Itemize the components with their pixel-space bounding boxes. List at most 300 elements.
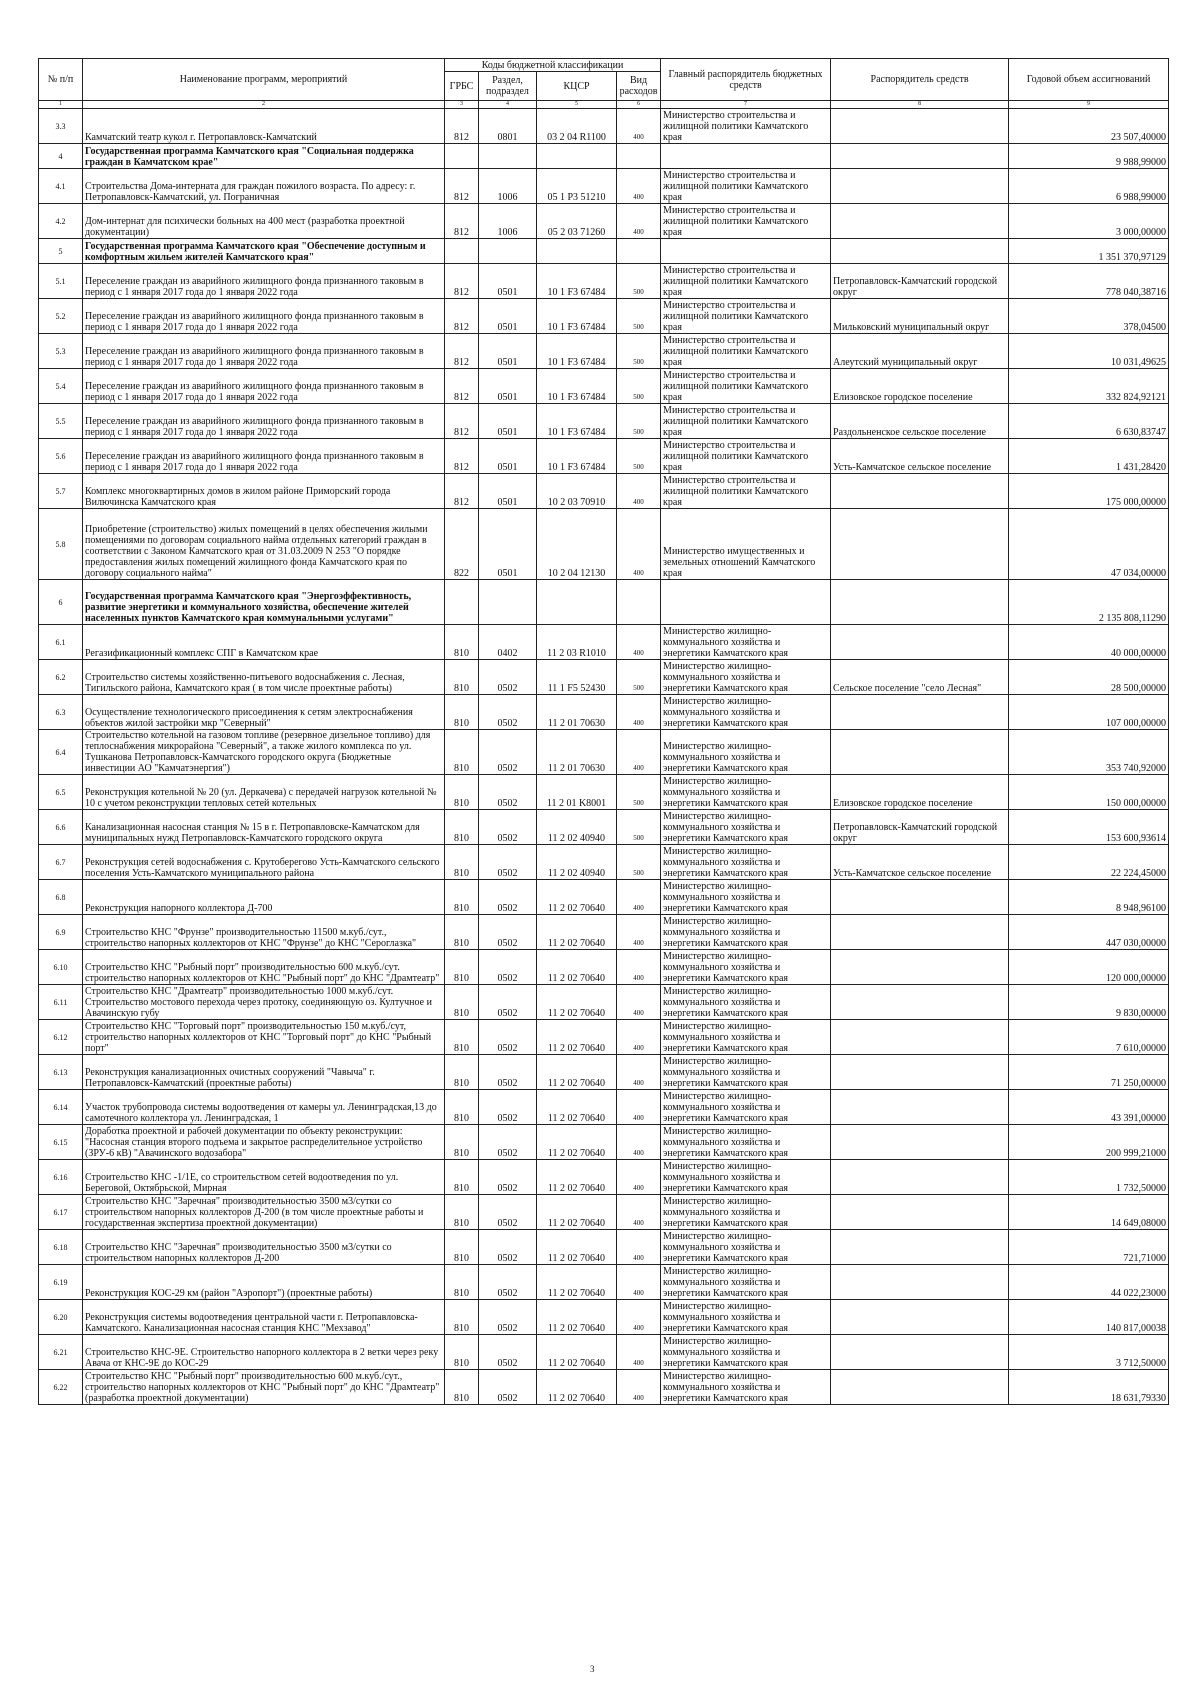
row-number: 6.12 bbox=[39, 1020, 83, 1055]
row-number: 5.8 bbox=[39, 509, 83, 580]
header-main-manager: Главный распорядитель бюджетных средств bbox=[661, 59, 831, 101]
row-razdel: 0502 bbox=[479, 1300, 537, 1335]
row-number: 5.5 bbox=[39, 404, 83, 439]
row-recipient bbox=[831, 1300, 1009, 1335]
row-kcsr: 11 2 02 70640 bbox=[537, 1230, 617, 1265]
row-name: Строительство КНС "Заречная" производительностью 3500 м3/сутки со строительством напорных коллекторов Д-200 bbox=[83, 1230, 445, 1265]
row-name: Переселение граждан из аварийного жилищного фонда признанного таковым в период с 1 января 2017 года до 1 января 2022 года bbox=[83, 264, 445, 299]
row-grbs: 810 bbox=[445, 1265, 479, 1300]
row-grbs: 810 bbox=[445, 730, 479, 775]
table-row bbox=[39, 880, 1169, 915]
header-name: Наименование программ, мероприятий bbox=[83, 59, 445, 101]
table-row bbox=[39, 1125, 1169, 1160]
row-name: Реконструкция сетей водоснабжения с. Крутоберегово Усть-Камчатского сельского поселения Усть-Камчатского муниципального района bbox=[83, 845, 445, 880]
row-vid: 400 bbox=[617, 1230, 661, 1265]
row-recipient bbox=[831, 239, 1009, 264]
table-row bbox=[39, 1020, 1169, 1055]
row-recipient bbox=[831, 1230, 1009, 1265]
row-main-manager: Министерство строительства и жилищной политики Камчатского края bbox=[661, 264, 831, 299]
row-number: 4.1 bbox=[39, 169, 83, 204]
row-name: Строительство КНС "Рыбный порт" производительностью 600 м.куб./сут., строительство напорных коллекторов от КНС "Рыбный порт" до КНС "Драмтеатр" (разработка проектной документации) bbox=[83, 1370, 445, 1405]
header-recipient: Распорядитель средств bbox=[831, 59, 1009, 101]
row-grbs: 810 bbox=[445, 1335, 479, 1370]
row-grbs: 810 bbox=[445, 1300, 479, 1335]
row-amount: 150 000,00000 bbox=[1009, 775, 1169, 810]
row-grbs: 810 bbox=[445, 985, 479, 1020]
budget-table bbox=[38, 58, 1169, 1405]
row-amount: 778 040,38716 bbox=[1009, 264, 1169, 299]
row-recipient bbox=[831, 1020, 1009, 1055]
row-razdel: 0501 bbox=[479, 439, 537, 474]
row-grbs: 810 bbox=[445, 915, 479, 950]
row-name: Камчатский театр кукол г. Петропавловск-Камчатский bbox=[83, 109, 445, 144]
row-recipient bbox=[831, 580, 1009, 625]
row-main-manager: Министерство строительства и жилищной политики Камчатского края bbox=[661, 369, 831, 404]
row-amount: 18 631,79330 bbox=[1009, 1370, 1169, 1405]
row-amount: 721,71000 bbox=[1009, 1230, 1169, 1265]
row-name: Доработка проектной и рабочей документации по объекту реконструкции: "Насосная станция второго подъема и закрытое распределительное устройство (ЗРУ-6 кВ) "Авачинского водозабора" bbox=[83, 1125, 445, 1160]
row-kcsr: 10 1 F3 67484 bbox=[537, 404, 617, 439]
row-amount: 14 649,08000 bbox=[1009, 1195, 1169, 1230]
row-number: 4 bbox=[39, 144, 83, 169]
row-vid: 400 bbox=[617, 1265, 661, 1300]
table-row bbox=[39, 204, 1169, 239]
row-razdel bbox=[479, 144, 537, 169]
row-amount: 71 250,00000 bbox=[1009, 1055, 1169, 1090]
column-number: 4 bbox=[479, 101, 537, 109]
row-recipient bbox=[831, 985, 1009, 1020]
header-vid: Вид расходов bbox=[617, 72, 661, 101]
row-amount: 22 224,45000 bbox=[1009, 845, 1169, 880]
row-number: 6.4 bbox=[39, 730, 83, 775]
row-name: Строительство КНС -1/1Е, со строительством сетей водоотведения по ул. Береговой, Октябрьской, Мирная bbox=[83, 1160, 445, 1195]
row-vid: 400 bbox=[617, 169, 661, 204]
row-razdel: 0402 bbox=[479, 625, 537, 660]
row-vid: 500 bbox=[617, 810, 661, 845]
row-main-manager: Министерство строительства и жилищной политики Камчатского края bbox=[661, 109, 831, 144]
row-vid: 400 bbox=[617, 204, 661, 239]
row-main-manager: Министерство жилищно-коммунального хозяйства и энергетики Камчатского края bbox=[661, 810, 831, 845]
row-amount: 3 000,00000 bbox=[1009, 204, 1169, 239]
row-vid: 500 bbox=[617, 845, 661, 880]
row-amount: 107 000,00000 bbox=[1009, 695, 1169, 730]
row-vid: 400 bbox=[617, 950, 661, 985]
row-main-manager: Министерство жилищно-коммунального хозяйства и энергетики Камчатского края bbox=[661, 660, 831, 695]
row-recipient bbox=[831, 204, 1009, 239]
row-vid: 400 bbox=[617, 915, 661, 950]
table-row bbox=[39, 1160, 1169, 1195]
row-number: 6.13 bbox=[39, 1055, 83, 1090]
row-vid: 500 bbox=[617, 334, 661, 369]
row-vid: 500 bbox=[617, 369, 661, 404]
row-name: Государственная программа Камчатского края "Социальная поддержка граждан в Камчатском крае" bbox=[83, 144, 445, 169]
row-main-manager: Министерство жилищно-коммунального хозяйства и энергетики Камчатского края bbox=[661, 915, 831, 950]
row-vid: 500 bbox=[617, 660, 661, 695]
row-grbs: 812 bbox=[445, 369, 479, 404]
row-grbs: 812 bbox=[445, 334, 479, 369]
row-name: Государственная программа Камчатского края "Энергоэффективность, развитие энергетики и коммунального хозяйства, обеспечение жителей населенных пунктов Камчатского края коммунальными услугами" bbox=[83, 580, 445, 625]
row-recipient bbox=[831, 695, 1009, 730]
row-name: Переселение граждан из аварийного жилищного фонда признанного таковым в период с 1 января 2017 года до 1 января 2022 года bbox=[83, 334, 445, 369]
row-recipient bbox=[831, 109, 1009, 144]
page-number: 3 bbox=[590, 1664, 595, 1674]
row-recipient: Елизовское городское поселение bbox=[831, 775, 1009, 810]
row-razdel: 0502 bbox=[479, 810, 537, 845]
row-recipient: Петропавловск-Камчатский городской округ bbox=[831, 810, 1009, 845]
row-grbs: 810 bbox=[445, 1160, 479, 1195]
row-razdel: 0502 bbox=[479, 950, 537, 985]
table-row bbox=[39, 730, 1169, 775]
row-razdel: 0501 bbox=[479, 474, 537, 509]
row-amount: 47 034,00000 bbox=[1009, 509, 1169, 580]
row-razdel bbox=[479, 580, 537, 625]
row-name: Переселение граждан из аварийного жилищного фонда признанного таковым в период с 1 января 2017 года до 1 января 2022 года bbox=[83, 404, 445, 439]
row-number: 6.15 bbox=[39, 1125, 83, 1160]
row-recipient bbox=[831, 730, 1009, 775]
column-number: 3 bbox=[445, 101, 479, 109]
row-recipient: Петропавловск-Камчатский городской округ bbox=[831, 264, 1009, 299]
row-recipient bbox=[831, 509, 1009, 580]
row-razdel: 0502 bbox=[479, 660, 537, 695]
row-name: Участок трубопровода системы водоотведения от камеры ул. Ленинградская,13 до самотечного коллектора ул. Ленинградская, 1 bbox=[83, 1090, 445, 1125]
row-kcsr: 10 1 F3 67484 bbox=[537, 439, 617, 474]
row-razdel: 0502 bbox=[479, 1160, 537, 1195]
row-vid: 400 bbox=[617, 1160, 661, 1195]
row-kcsr bbox=[537, 144, 617, 169]
row-amount: 8 948,96100 bbox=[1009, 880, 1169, 915]
row-main-manager: Министерство строительства и жилищной политики Камчатского края bbox=[661, 439, 831, 474]
row-recipient bbox=[831, 474, 1009, 509]
row-main-manager: Министерство жилищно-коммунального хозяйства и энергетики Камчатского края bbox=[661, 695, 831, 730]
row-vid: 500 bbox=[617, 264, 661, 299]
row-kcsr: 05 2 03 71260 bbox=[537, 204, 617, 239]
row-grbs: 810 bbox=[445, 950, 479, 985]
row-vid: 400 bbox=[617, 1125, 661, 1160]
row-number: 6.17 bbox=[39, 1195, 83, 1230]
row-amount: 378,04500 bbox=[1009, 299, 1169, 334]
row-vid: 400 bbox=[617, 1195, 661, 1230]
row-kcsr: 03 2 04 R1100 bbox=[537, 109, 617, 144]
row-razdel: 0501 bbox=[479, 509, 537, 580]
row-main-manager: Министерство строительства и жилищной политики Камчатского края bbox=[661, 404, 831, 439]
table-row bbox=[39, 580, 1169, 625]
row-main-manager: Министерство жилищно-коммунального хозяйства и энергетики Камчатского края bbox=[661, 625, 831, 660]
row-vid: 400 bbox=[617, 1370, 661, 1405]
row-number: 6.16 bbox=[39, 1160, 83, 1195]
row-amount: 140 817,00038 bbox=[1009, 1300, 1169, 1335]
row-razdel: 0501 bbox=[479, 334, 537, 369]
row-recipient bbox=[831, 1160, 1009, 1195]
row-number: 5.6 bbox=[39, 439, 83, 474]
table-row bbox=[39, 1230, 1169, 1265]
row-razdel: 0502 bbox=[479, 845, 537, 880]
column-number: 1 bbox=[39, 101, 83, 109]
header-grbs: ГРБС bbox=[445, 72, 479, 101]
row-name: Переселение граждан из аварийного жилищного фонда признанного таковым в период с 1 января 2017 года до 1 января 2022 года bbox=[83, 439, 445, 474]
table-row bbox=[39, 509, 1169, 580]
row-razdel: 0502 bbox=[479, 730, 537, 775]
row-grbs: 810 bbox=[445, 1125, 479, 1160]
row-grbs: 822 bbox=[445, 509, 479, 580]
row-name: Строительство КНС "Фрунзе" производительностью 11500 м.куб./сут., строительство напорных коллекторов от КНС "Фрунзе" до КНС "Сероглазка" bbox=[83, 915, 445, 950]
row-number: 6.3 bbox=[39, 695, 83, 730]
row-grbs: 812 bbox=[445, 264, 479, 299]
row-kcsr: 05 1 P3 51210 bbox=[537, 169, 617, 204]
row-kcsr: 11 2 02 70640 bbox=[537, 1300, 617, 1335]
row-grbs: 812 bbox=[445, 109, 479, 144]
row-amount: 2 135 808,11290 bbox=[1009, 580, 1169, 625]
row-main-manager: Министерство строительства и жилищной политики Камчатского края bbox=[661, 474, 831, 509]
row-recipient bbox=[831, 1335, 1009, 1370]
row-main-manager: Министерство жилищно-коммунального хозяйства и энергетики Камчатского края bbox=[661, 1090, 831, 1125]
row-main-manager: Министерство жилищно-коммунального хозяйства и энергетики Камчатского края bbox=[661, 1020, 831, 1055]
row-recipient bbox=[831, 1125, 1009, 1160]
row-kcsr: 11 2 02 70640 bbox=[537, 985, 617, 1020]
table-row bbox=[39, 169, 1169, 204]
row-amount: 9 830,00000 bbox=[1009, 985, 1169, 1020]
row-kcsr bbox=[537, 239, 617, 264]
row-main-manager: Министерство жилищно-коммунального хозяйства и энергетики Камчатского края bbox=[661, 1265, 831, 1300]
row-kcsr: 11 2 01 K8001 bbox=[537, 775, 617, 810]
row-recipient: Алеутский муниципальный округ bbox=[831, 334, 1009, 369]
row-name: Строительства Дома-интерната для граждан пожилого возраста. По адресу: г. Петропавловск-Камчатский, ул. Пограничная bbox=[83, 169, 445, 204]
row-razdel: 1006 bbox=[479, 204, 537, 239]
row-razdel: 0502 bbox=[479, 775, 537, 810]
row-amount: 153 600,93614 bbox=[1009, 810, 1169, 845]
row-grbs bbox=[445, 580, 479, 625]
row-grbs: 810 bbox=[445, 695, 479, 730]
row-grbs: 810 bbox=[445, 775, 479, 810]
row-kcsr: 11 2 01 70630 bbox=[537, 695, 617, 730]
row-razdel: 0501 bbox=[479, 299, 537, 334]
row-recipient: Усть-Камчатское сельское поселение bbox=[831, 439, 1009, 474]
row-name: Строительство КНС-9Е. Строительство напорного коллектора в 2 ветки через реку Авача от КНС-9Е до КОС-29 bbox=[83, 1335, 445, 1370]
row-number: 5.7 bbox=[39, 474, 83, 509]
table-row bbox=[39, 369, 1169, 404]
row-number: 4.2 bbox=[39, 204, 83, 239]
row-kcsr: 11 2 02 70640 bbox=[537, 1160, 617, 1195]
row-amount: 10 031,49625 bbox=[1009, 334, 1169, 369]
row-number: 6.22 bbox=[39, 1370, 83, 1405]
row-grbs: 812 bbox=[445, 439, 479, 474]
row-vid: 500 bbox=[617, 775, 661, 810]
row-razdel: 0502 bbox=[479, 1195, 537, 1230]
row-vid bbox=[617, 580, 661, 625]
row-razdel: 0502 bbox=[479, 1265, 537, 1300]
row-name: Комплекс многоквартирных домов в жилом районе Приморский города Вилючинска Камчатского края bbox=[83, 474, 445, 509]
table-row bbox=[39, 625, 1169, 660]
row-kcsr: 11 2 02 70640 bbox=[537, 1090, 617, 1125]
column-number: 7 bbox=[661, 101, 831, 109]
row-name: Приобретение (строительство) жилых помещений в целях обеспечения жилыми помещениями по договорам социального найма отдельных категорий граждан в соответствии с Законом Камчатского края от 31.03.2009 N 253 "О порядке предоставления жилых помещений жилищного фонда Камчатского края по договору социального найма" bbox=[83, 509, 445, 580]
row-kcsr: 11 2 02 70640 bbox=[537, 1335, 617, 1370]
table-row bbox=[39, 810, 1169, 845]
row-grbs: 812 bbox=[445, 299, 479, 334]
row-amount: 1 431,28420 bbox=[1009, 439, 1169, 474]
row-main-manager: Министерство жилищно-коммунального хозяйства и энергетики Камчатского края bbox=[661, 1055, 831, 1090]
row-name: Строительство КНС "Драмтеатр" производительностью 1000 м.куб./сут. Строительство мостового перехода через протоку, соединяющую оз. Култучное и Авачинскую губу bbox=[83, 985, 445, 1020]
row-name: Осуществление технологического присоединения к сетям электроснабжения объектов жилой застройки мкр "Северный" bbox=[83, 695, 445, 730]
table-row bbox=[39, 264, 1169, 299]
row-number: 3.3 bbox=[39, 109, 83, 144]
row-kcsr: 10 2 04 12130 bbox=[537, 509, 617, 580]
row-number: 6.6 bbox=[39, 810, 83, 845]
row-amount: 1 732,50000 bbox=[1009, 1160, 1169, 1195]
row-vid: 400 bbox=[617, 474, 661, 509]
row-main-manager: Министерство строительства и жилищной политики Камчатского края bbox=[661, 334, 831, 369]
column-number: 9 bbox=[1009, 101, 1169, 109]
row-vid: 400 bbox=[617, 1020, 661, 1055]
row-amount: 447 030,00000 bbox=[1009, 915, 1169, 950]
row-main-manager: Министерство жилищно-коммунального хозяйства и энергетики Камчатского края bbox=[661, 1125, 831, 1160]
row-kcsr: 10 1 F3 67484 bbox=[537, 299, 617, 334]
row-number: 6.2 bbox=[39, 660, 83, 695]
row-recipient bbox=[831, 1055, 1009, 1090]
table-row bbox=[39, 775, 1169, 810]
row-number: 6.9 bbox=[39, 915, 83, 950]
row-kcsr bbox=[537, 580, 617, 625]
budget-table-sheet bbox=[38, 58, 1168, 1405]
row-main-manager: Министерство жилищно-коммунального хозяйства и энергетики Камчатского края bbox=[661, 1370, 831, 1405]
row-amount: 9 988,99000 bbox=[1009, 144, 1169, 169]
row-amount: 6 988,99000 bbox=[1009, 169, 1169, 204]
row-vid: 400 bbox=[617, 730, 661, 775]
row-name: Строительство КНС "Рыбный порт" производительностью 600 м.куб./сут. строительство напорных коллекторов от КНС "Рыбный порт" до КНС "Драмтеатр" bbox=[83, 950, 445, 985]
row-grbs: 812 bbox=[445, 404, 479, 439]
row-amount: 44 022,23000 bbox=[1009, 1265, 1169, 1300]
row-number: 5.3 bbox=[39, 334, 83, 369]
row-kcsr: 11 2 02 70640 bbox=[537, 1265, 617, 1300]
row-number: 6.14 bbox=[39, 1090, 83, 1125]
row-amount: 3 712,50000 bbox=[1009, 1335, 1169, 1370]
row-number: 5.1 bbox=[39, 264, 83, 299]
row-razdel: 1006 bbox=[479, 169, 537, 204]
row-kcsr: 11 2 02 40940 bbox=[537, 845, 617, 880]
row-recipient bbox=[831, 1195, 1009, 1230]
row-main-manager: Министерство жилищно-коммунального хозяйства и энергетики Камчатского края bbox=[661, 1160, 831, 1195]
row-razdel: 0501 bbox=[479, 404, 537, 439]
row-main-manager: Министерство жилищно-коммунального хозяйства и энергетики Камчатского края bbox=[661, 880, 831, 915]
row-main-manager: Министерство жилищно-коммунального хозяйства и энергетики Камчатского края bbox=[661, 950, 831, 985]
row-recipient: Сельское поселение "село Лесная" bbox=[831, 660, 1009, 695]
table-row bbox=[39, 1300, 1169, 1335]
row-vid: 400 bbox=[617, 625, 661, 660]
row-razdel: 0502 bbox=[479, 1370, 537, 1405]
row-main-manager: Министерство строительства и жилищной политики Камчатского края bbox=[661, 299, 831, 334]
row-grbs bbox=[445, 144, 479, 169]
row-name: Дом-интернат для психически больных на 400 мест (разработка проектной документации) bbox=[83, 204, 445, 239]
row-recipient bbox=[831, 1265, 1009, 1300]
table-row bbox=[39, 1265, 1169, 1300]
row-kcsr: 11 2 02 70640 bbox=[537, 1055, 617, 1090]
row-grbs: 810 bbox=[445, 1370, 479, 1405]
row-recipient bbox=[831, 144, 1009, 169]
row-main-manager: Министерство жилищно-коммунального хозяйства и энергетики Камчатского края bbox=[661, 985, 831, 1020]
row-vid: 400 bbox=[617, 1090, 661, 1125]
table-row bbox=[39, 985, 1169, 1020]
row-razdel: 0502 bbox=[479, 1055, 537, 1090]
row-grbs: 810 bbox=[445, 880, 479, 915]
row-kcsr: 11 2 02 70640 bbox=[537, 1125, 617, 1160]
row-vid: 400 bbox=[617, 509, 661, 580]
table-row bbox=[39, 950, 1169, 985]
row-vid: 400 bbox=[617, 1300, 661, 1335]
row-name: Реконструкция канализационных очистных сооружений "Чавыча" г. Петропавловск-Камчатский (проектные работы) bbox=[83, 1055, 445, 1090]
row-main-manager bbox=[661, 239, 831, 264]
column-number: 8 bbox=[831, 101, 1009, 109]
row-grbs: 810 bbox=[445, 810, 479, 845]
row-main-manager bbox=[661, 144, 831, 169]
row-vid: 500 bbox=[617, 439, 661, 474]
column-number: 2 bbox=[83, 101, 445, 109]
row-kcsr: 11 2 02 70640 bbox=[537, 950, 617, 985]
row-razdel: 0502 bbox=[479, 1125, 537, 1160]
row-grbs: 810 bbox=[445, 1055, 479, 1090]
row-grbs: 810 bbox=[445, 1230, 479, 1265]
row-grbs bbox=[445, 239, 479, 264]
row-recipient: Усть-Камчатское сельское поселение bbox=[831, 845, 1009, 880]
row-name: Государственная программа Камчатского края "Обеспечение доступным и комфортным жильем жителей Камчатского края" bbox=[83, 239, 445, 264]
row-grbs: 810 bbox=[445, 660, 479, 695]
row-kcsr: 11 2 02 70640 bbox=[537, 1370, 617, 1405]
table-row bbox=[39, 915, 1169, 950]
row-kcsr: 11 2 02 70640 bbox=[537, 1195, 617, 1230]
table-row bbox=[39, 1370, 1169, 1405]
table-row bbox=[39, 474, 1169, 509]
row-grbs: 810 bbox=[445, 845, 479, 880]
row-razdel: 0502 bbox=[479, 915, 537, 950]
table-row bbox=[39, 695, 1169, 730]
row-number: 6.21 bbox=[39, 1335, 83, 1370]
header-codes-group: Коды бюджетной классификации bbox=[445, 59, 661, 72]
table-row bbox=[39, 239, 1169, 264]
row-amount: 28 500,00000 bbox=[1009, 660, 1169, 695]
row-vid: 400 bbox=[617, 985, 661, 1020]
row-vid: 400 bbox=[617, 880, 661, 915]
row-main-manager: Министерство жилищно-коммунального хозяйства и энергетики Камчатского края bbox=[661, 1195, 831, 1230]
row-kcsr: 10 1 F3 67484 bbox=[537, 334, 617, 369]
row-amount: 175 000,00000 bbox=[1009, 474, 1169, 509]
row-number: 6.1 bbox=[39, 625, 83, 660]
row-amount: 1 351 370,97129 bbox=[1009, 239, 1169, 264]
row-name: Переселение граждан из аварийного жилищного фонда признанного таковым в период с 1 января 2017 года до 1 января 2022 года bbox=[83, 369, 445, 404]
row-razdel: 0502 bbox=[479, 1335, 537, 1370]
row-amount: 120 000,00000 bbox=[1009, 950, 1169, 985]
row-main-manager: Министерство имущественных и земельных отношений Камчатского края bbox=[661, 509, 831, 580]
header-amount: Годовой объем ассигнований bbox=[1009, 59, 1169, 101]
row-recipient bbox=[831, 1090, 1009, 1125]
row-grbs: 810 bbox=[445, 1020, 479, 1055]
row-grbs: 812 bbox=[445, 474, 479, 509]
table-row bbox=[39, 404, 1169, 439]
row-razdel: 0502 bbox=[479, 1020, 537, 1055]
row-name: Строительство системы хозяйственно-питьевого водоснабжения с. Лесная, Тигильского района, Камчатского края ( в том числе проектные работы) bbox=[83, 660, 445, 695]
row-vid: 500 bbox=[617, 299, 661, 334]
row-main-manager: Министерство жилищно-коммунального хозяйства и энергетики Камчатского края bbox=[661, 775, 831, 810]
row-grbs: 812 bbox=[445, 204, 479, 239]
row-vid bbox=[617, 239, 661, 264]
row-number: 5 bbox=[39, 239, 83, 264]
row-razdel: 0801 bbox=[479, 109, 537, 144]
row-name: Канализационная насосная станция № 15 в г. Петропавловске-Камчатском для муниципальных нужд Петропавловск-Камчатского городского округа bbox=[83, 810, 445, 845]
row-vid: 400 bbox=[617, 109, 661, 144]
row-name: Строительство КНС "Торговый порт" производительностью 150 м.куб./сут, строительство напорных коллекторов от КНС "Торговый порт" до КНС "Рыбный порт" bbox=[83, 1020, 445, 1055]
row-main-manager: Министерство строительства и жилищной политики Камчатского края bbox=[661, 169, 831, 204]
row-recipient bbox=[831, 169, 1009, 204]
row-vid: 500 bbox=[617, 404, 661, 439]
row-grbs: 810 bbox=[445, 1090, 479, 1125]
row-kcsr: 11 2 03 R1010 bbox=[537, 625, 617, 660]
